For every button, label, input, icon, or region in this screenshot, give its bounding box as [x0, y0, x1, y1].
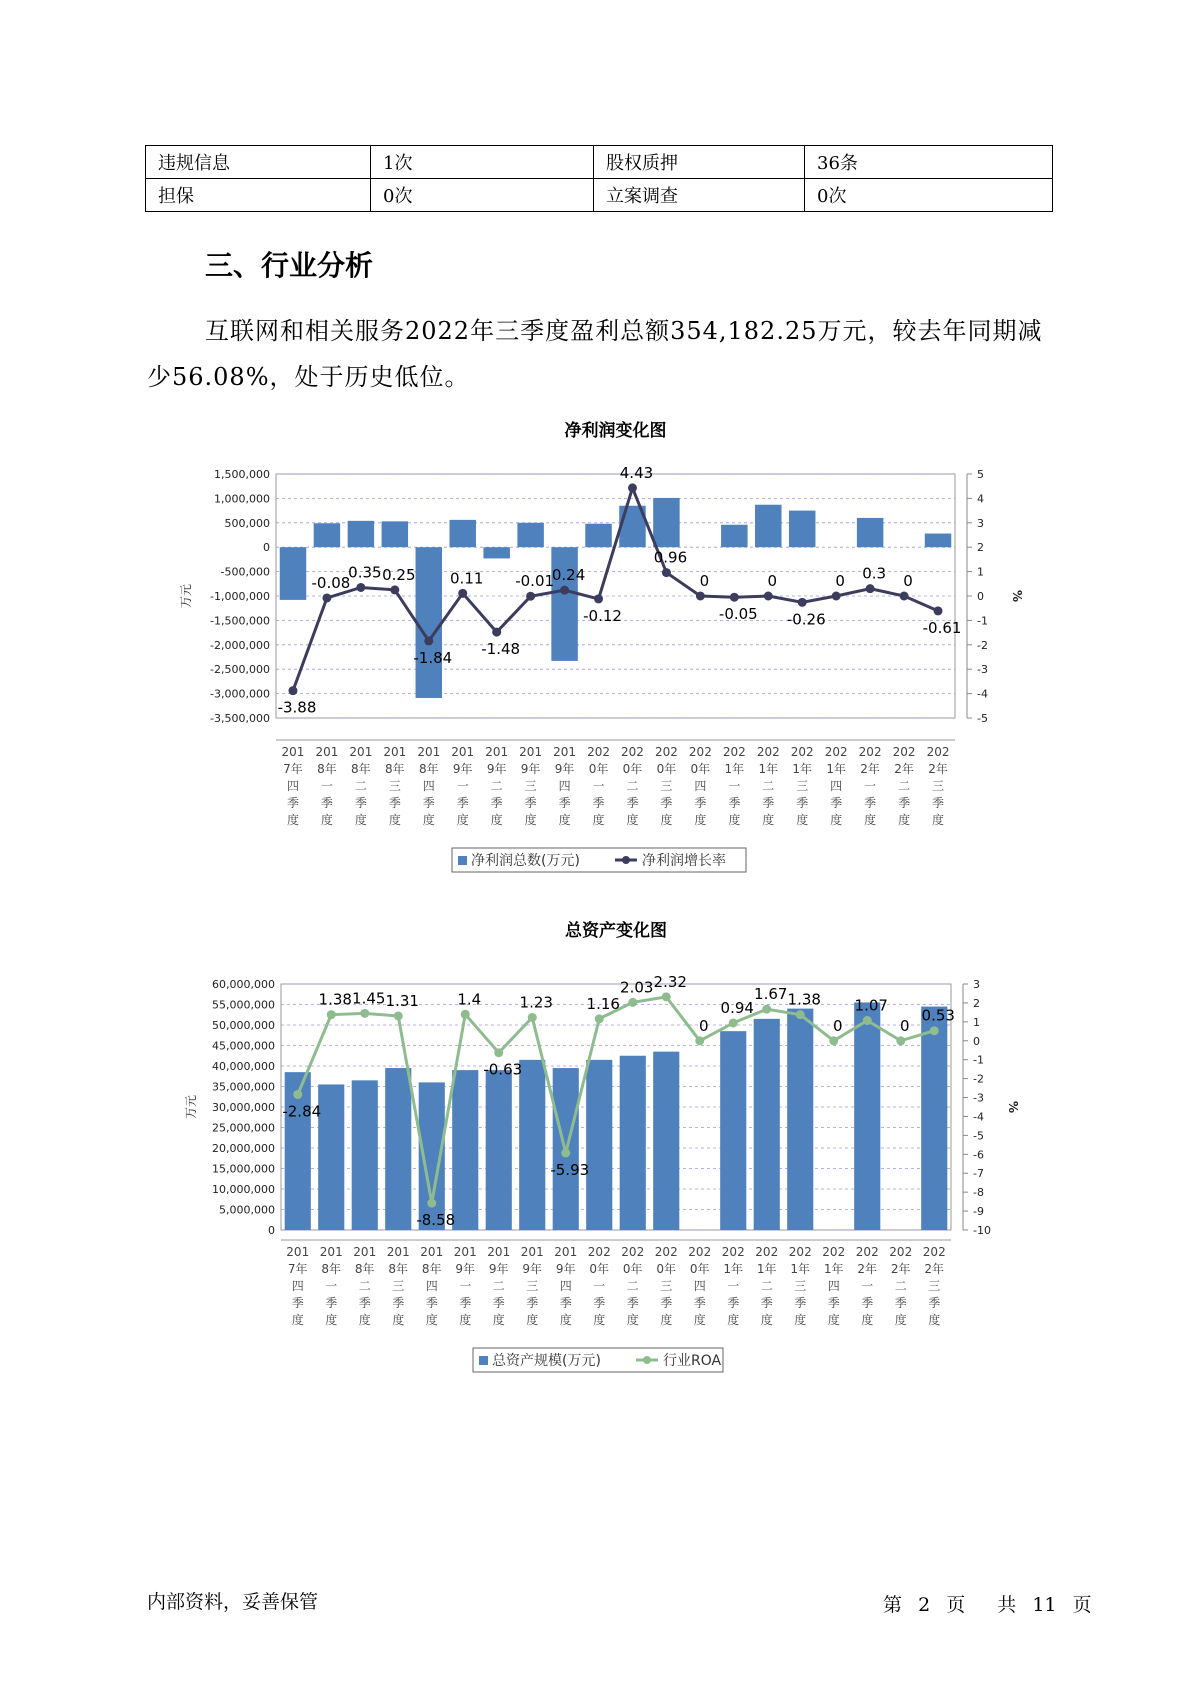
line-point	[293, 1090, 302, 1099]
data-label: 1.07	[854, 996, 888, 1015]
table-cell: 0次	[805, 179, 1053, 212]
bar	[280, 547, 306, 600]
data-label: 0	[699, 572, 710, 590]
bar	[755, 505, 781, 547]
line-point	[896, 1036, 905, 1045]
line-point	[662, 568, 671, 577]
y2-tick-label: 1	[977, 565, 984, 579]
data-label: -8.58	[416, 1211, 456, 1230]
y2-tick-label: 2	[973, 996, 980, 1010]
bar	[787, 1009, 813, 1230]
bar	[653, 1052, 679, 1230]
line-point	[322, 593, 331, 602]
y2-tick-label: 3	[977, 516, 984, 530]
x-tick-label: 201 8年三季度	[386, 1245, 410, 1327]
x-tick-label: 201 8年三季度	[383, 745, 407, 827]
data-label: 0.24	[551, 566, 586, 585]
data-label: 2.03	[620, 978, 654, 997]
line-point	[762, 1005, 771, 1014]
y2-tick-label: -3	[977, 663, 988, 677]
x-tick-label: 201 8年四季度	[417, 745, 441, 827]
y2-axis-label: %	[1006, 1100, 1020, 1114]
line-point	[461, 1010, 470, 1019]
y2-tick-label: -3	[973, 1091, 984, 1105]
line-point	[832, 592, 841, 601]
data-label: 1.16	[586, 994, 620, 1013]
data-label: 0	[835, 572, 845, 590]
data-label: -1.48	[481, 640, 521, 659]
bar	[857, 518, 883, 547]
x-tick-label: 202 1年二季度	[756, 745, 780, 827]
y-tick-label: -3,500,000	[210, 712, 270, 725]
line-point	[662, 992, 671, 1001]
legend-bar-swatch	[458, 856, 467, 865]
total-prefix: 共	[997, 1594, 1017, 1616]
x-tick-label: 201 8年一季度	[315, 745, 339, 827]
data-label: -2.84	[282, 1102, 322, 1121]
data-label: 0	[899, 1016, 910, 1035]
x-tick-label: 202 1年四季度	[824, 745, 848, 827]
data-label: 1.38	[787, 990, 821, 1009]
data-label: 0.11	[450, 569, 484, 588]
y2-tick-label: -5	[973, 1129, 984, 1143]
line-point	[930, 1026, 939, 1035]
x-tick-label: 202 0年四季度	[688, 1245, 712, 1327]
y-tick-label: 50,000,000	[212, 1019, 275, 1032]
x-tick-label: 201 9年三季度	[520, 1245, 544, 1327]
bar	[551, 547, 577, 661]
x-tick-label: 201 7年四季度	[286, 1245, 310, 1327]
data-label: -0.01	[515, 572, 555, 591]
x-tick-label: 201 9年二季度	[485, 745, 509, 827]
x-tick-label: 202 0年一季度	[587, 745, 610, 827]
x-tick-label: 202 0年一季度	[587, 1245, 611, 1327]
line-point	[798, 598, 807, 607]
bar	[385, 1068, 411, 1230]
x-tick-label: 202 2年二季度	[889, 1245, 913, 1327]
bar	[586, 1060, 612, 1230]
y-tick-label: -500,000	[220, 565, 270, 579]
line-point	[560, 586, 569, 595]
y2-tick-label: 0	[973, 1034, 980, 1048]
legend-line-label: 行业ROA	[663, 1353, 722, 1369]
y-tick-label: -2,000,000	[210, 638, 270, 652]
page-prefix: 第	[883, 1594, 903, 1616]
y2-tick-label: -4	[977, 687, 988, 701]
line-point	[390, 585, 399, 594]
bar	[348, 521, 374, 547]
x-tick-label: 202 2年二季度	[892, 745, 916, 827]
bar	[416, 547, 442, 698]
x-tick-label: 202 1年一季度	[721, 1245, 745, 1327]
bar	[720, 1031, 746, 1230]
line-point	[863, 1016, 872, 1025]
y-tick-label: -2,500,000	[210, 663, 270, 677]
y2-tick-label: -1	[973, 1053, 984, 1067]
x-tick-label: 202 1年二季度	[755, 1245, 779, 1327]
bar	[382, 521, 408, 547]
y-tick-label: 1,000,000	[214, 492, 270, 506]
x-tick-label: 202 2年三季度	[926, 745, 950, 827]
line-point	[695, 1036, 704, 1045]
data-label: -0.26	[786, 610, 826, 629]
data-label: 0.35	[348, 563, 382, 582]
bar	[486, 1070, 512, 1230]
line-point	[492, 628, 501, 637]
y-tick-label: 20,000,000	[212, 1142, 275, 1155]
data-label: -0.61	[922, 618, 962, 637]
x-tick-label: 202 0年二季度	[621, 745, 644, 827]
table-row	[146, 179, 1053, 212]
y-tick-label: 55,000,000	[212, 998, 275, 1012]
y2-tick-label: -4	[973, 1110, 984, 1124]
data-label: 0	[767, 572, 778, 590]
y2-axis-label: %	[1010, 589, 1024, 603]
data-label: 0.96	[653, 548, 688, 567]
bar	[519, 1060, 545, 1230]
data-label: -0.08	[311, 573, 351, 592]
y-axis-label: 万元	[179, 583, 193, 609]
net-profit-chart-svg	[0, 418, 1191, 878]
table-cell: 1次	[371, 146, 594, 179]
data-label: 1.23	[519, 993, 553, 1012]
section-heading: 三、行业分析	[205, 249, 374, 282]
table-cell: 股权质押	[594, 146, 805, 179]
y-tick-label: 0	[268, 1224, 275, 1237]
y2-tick-label: -6	[973, 1148, 984, 1162]
chart-title: 总资产变化图	[565, 921, 667, 941]
x-tick-label: 201 8年一季度	[319, 1245, 343, 1327]
bar	[314, 523, 340, 547]
line-point	[528, 1013, 537, 1022]
total-assets-chart	[0, 918, 1191, 1392]
x-tick-label: 201 9年二季度	[487, 1245, 511, 1327]
bar	[620, 1056, 646, 1230]
y2-tick-label: 1	[973, 1015, 980, 1029]
line-point	[327, 1010, 336, 1019]
data-label: 2.32	[653, 972, 687, 991]
line-point	[764, 592, 773, 601]
y2-tick-label: 4	[977, 492, 984, 506]
x-tick-label: 202 0年三季度	[654, 745, 678, 827]
data-label: 1.4	[457, 990, 482, 1009]
y-tick-label: 60,000,000	[212, 978, 275, 991]
table-cell: 36条	[805, 146, 1053, 179]
page-num: 2	[918, 1594, 931, 1616]
bar	[925, 534, 951, 548]
footer-page-number	[883, 1590, 1092, 1617]
chart-title: 净利润变化图	[564, 421, 667, 441]
info-table	[145, 145, 1053, 212]
bar	[585, 524, 611, 547]
y2-tick-label: -8	[973, 1186, 984, 1200]
bar	[653, 498, 679, 547]
bar	[854, 1002, 880, 1230]
bar	[483, 547, 509, 558]
y2-tick-label: -9	[973, 1205, 984, 1219]
data-label: 1.38	[318, 990, 352, 1009]
total-assets-chart-svg	[0, 918, 1191, 1388]
x-tick-label: 201 9年一季度	[451, 745, 475, 827]
line-point	[628, 483, 637, 492]
y2-tick-label: -5	[977, 712, 988, 725]
y2-tick-label: 3	[973, 978, 980, 991]
y-tick-label: 30,000,000	[212, 1101, 275, 1114]
x-tick-label: 201 7年四季度	[281, 745, 305, 827]
net-profit-chart	[0, 418, 1191, 882]
x-tick-label: 201 9年四季度	[553, 745, 577, 827]
x-tick-label: 202 0年三季度	[654, 1245, 678, 1327]
bar	[721, 525, 747, 547]
x-tick-label: 201 9年三季度	[519, 745, 543, 827]
x-tick-label: 202 1年一季度	[722, 745, 746, 827]
x-tick-label: 202 1年三季度	[788, 1245, 812, 1327]
y2-tick-label: 0	[977, 590, 984, 603]
x-tick-label: 202 1年四季度	[822, 1245, 846, 1327]
data-label: 1.31	[385, 991, 419, 1010]
data-label: -1.84	[413, 648, 453, 667]
footer-confidential: 内部资料，妥善保管	[147, 1591, 319, 1613]
x-tick-label: 201 8年二季度	[349, 745, 373, 827]
data-label: 0.25	[382, 565, 416, 584]
y2-tick-label: -2	[977, 638, 988, 652]
data-label: -0.12	[583, 606, 622, 625]
legend-line-marker	[643, 1356, 651, 1364]
y2-tick-label: -10	[973, 1224, 991, 1237]
y-tick-label: 45,000,000	[212, 1039, 275, 1053]
line-point	[424, 636, 433, 645]
table-row	[146, 146, 1053, 179]
line-point	[829, 1036, 838, 1045]
line-point	[934, 606, 943, 615]
data-label: -0.63	[483, 1060, 523, 1079]
x-tick-label: 202 1年三季度	[790, 745, 814, 827]
y-tick-label: 15,000,000	[212, 1162, 275, 1176]
table-cell: 违规信息	[146, 146, 371, 179]
data-label: 0.53	[921, 1006, 955, 1025]
data-label: 0	[832, 1016, 843, 1035]
y-tick-label: -1,000,000	[210, 590, 270, 603]
line-point	[730, 593, 739, 602]
legend-bar-swatch	[479, 1356, 488, 1365]
line-point	[729, 1018, 738, 1027]
page-unit: 页	[946, 1594, 966, 1616]
table-cell: 担保	[146, 179, 371, 212]
bar	[449, 520, 475, 547]
line-point	[628, 998, 637, 1007]
table-cell: 立案调查	[594, 179, 805, 212]
data-label: -0.05	[718, 605, 758, 624]
x-tick-label: 201 8年四季度	[420, 1245, 444, 1327]
total-num: 11	[1032, 1594, 1057, 1616]
data-label: -3.88	[277, 698, 317, 717]
intro-paragraph: 互联网和相关服务2022年三季度盈利总额354,182.25万元，较去年同期减少56.08%，处于历史低位。	[147, 317, 1043, 391]
line-point	[866, 584, 875, 593]
total-unit: 页	[1072, 1594, 1092, 1616]
x-tick-label: 201 9年四季度	[554, 1245, 578, 1327]
legend-line-marker	[622, 856, 630, 864]
y-tick-label: 0	[263, 541, 270, 555]
data-label: 1.45	[352, 989, 386, 1008]
bar	[921, 1007, 947, 1230]
y-tick-label: -1,500,000	[210, 614, 270, 628]
x-tick-label: 202 2年一季度	[855, 1245, 879, 1327]
line-point	[394, 1011, 403, 1020]
data-label: 4.43	[619, 463, 654, 482]
table-cell: 0次	[371, 179, 594, 212]
line-point	[900, 592, 909, 601]
line-point	[526, 592, 535, 601]
y-tick-label: 40,000,000	[212, 1060, 275, 1073]
y-tick-label: 25,000,000	[212, 1121, 275, 1135]
y-tick-label: 35,000,000	[212, 1080, 275, 1094]
y-tick-label: 10,000,000	[212, 1183, 275, 1196]
line-point	[288, 686, 297, 695]
y-axis-label: 万元	[184, 1094, 198, 1120]
legend-line-label: 净利润增长率	[642, 853, 726, 869]
y-tick-label: -3,000,000	[210, 687, 270, 701]
line-point	[360, 1009, 369, 1018]
data-label: 0.94	[720, 998, 754, 1017]
data-label: 0	[698, 1016, 709, 1035]
y2-tick-label: -1	[977, 614, 988, 628]
bar	[352, 1080, 378, 1230]
line-point	[796, 1010, 805, 1019]
y2-tick-label: -7	[973, 1167, 984, 1181]
x-tick-label: 202 0年二季度	[621, 1245, 645, 1327]
x-tick-label: 202 2年一季度	[858, 745, 882, 827]
line-point	[696, 592, 705, 601]
line-point	[595, 1014, 604, 1023]
x-tick-label: 202 2年三季度	[922, 1245, 946, 1327]
legend-bar-label: 总资产规模(万元)	[492, 1353, 601, 1369]
y2-tick-label: 5	[977, 468, 984, 481]
bar	[517, 523, 543, 547]
data-label: -5.93	[550, 1160, 590, 1179]
line-point	[561, 1148, 570, 1157]
line-point	[427, 1199, 436, 1208]
bar	[452, 1070, 478, 1230]
bar	[318, 1084, 344, 1230]
data-label: 0	[903, 572, 913, 590]
y-tick-label: 1,500,000	[214, 468, 270, 481]
legend-bar-label: 净利润总数(万元)	[471, 853, 580, 869]
line-point	[356, 583, 365, 592]
x-tick-label: 201 8年二季度	[353, 1245, 377, 1327]
y-tick-label: 500,000	[224, 516, 270, 530]
bar	[789, 511, 815, 548]
y2-tick-label: -2	[973, 1072, 984, 1086]
y2-tick-label: 2	[977, 541, 984, 555]
data-label: 0.3	[862, 564, 887, 583]
y-tick-label: 5,000,000	[219, 1203, 275, 1217]
x-tick-label: 201 9年一季度	[453, 1245, 477, 1327]
plot-area-frame	[281, 984, 951, 1230]
bar	[754, 1019, 780, 1230]
line-point	[494, 1048, 503, 1057]
line-point	[594, 594, 603, 603]
line-point	[458, 589, 467, 598]
data-label: 1.67	[754, 985, 788, 1004]
x-tick-label: 202 0年四季度	[688, 745, 712, 827]
